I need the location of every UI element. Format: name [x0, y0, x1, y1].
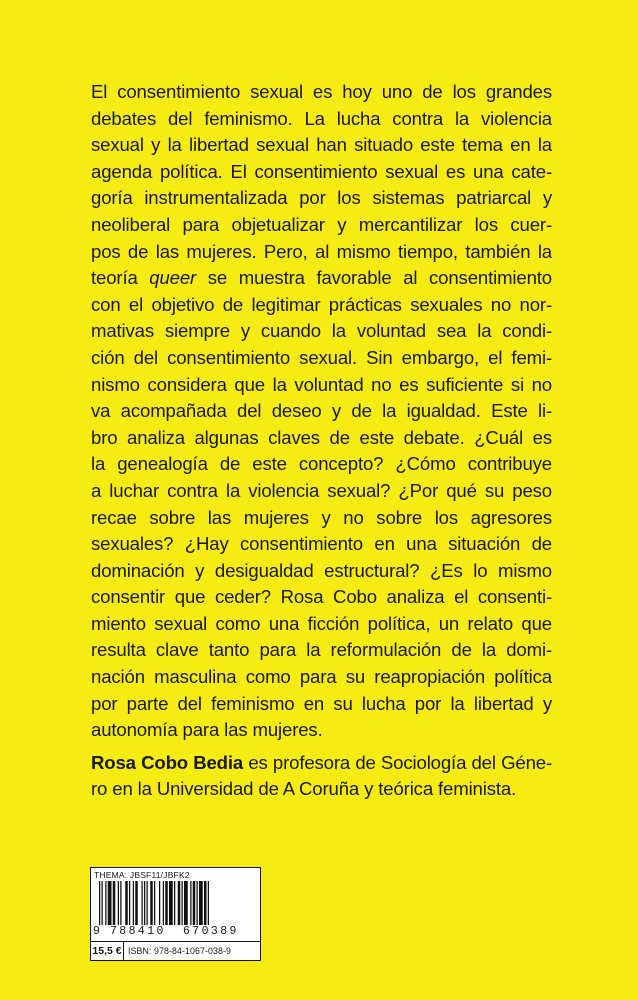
blurb-line: debates del feminismo. La lucha contra la violencia	[91, 107, 552, 129]
blurb-line: sexuales? ¿Hay consentimiento en una situación de	[91, 533, 552, 555]
blurb-line	[91, 265, 552, 292]
author-bio-line	[91, 750, 552, 777]
blurb-text	[91, 79, 552, 803]
ean-digits	[91, 925, 261, 938]
price-label: 15,5 €	[91, 942, 124, 960]
blurb-line: la genealogía de este concepto? ¿Cómo contribuye	[91, 453, 552, 475]
blurb-line: nación masculina como para su reapropiación política	[91, 666, 552, 688]
blurb-line: miento sexual como una ficción política, un relato que	[91, 612, 552, 634]
blurb-line: ción del consentimiento sexual. Sin embargo, el femi-	[91, 346, 552, 368]
blurb-line: va acompañada del deseo y de la igualdad. Este li-	[91, 400, 552, 422]
author-bio-text: es profesora de Sociología del Géne-	[248, 751, 553, 773]
blurb-line: con el objetivo de legitimar prácticas sexuales no nor-	[91, 293, 552, 315]
blurb-line: consentir que ceder? Rosa Cobo analiza el consenti-	[91, 586, 552, 608]
author-bio-line: ro en la Universidad de A Coruña y teórica feminista.	[91, 778, 517, 800]
blurb-line: agenda política. El consentimiento sexual es una cate-	[91, 160, 552, 182]
blurb-line: El consentimiento sexual es hoy uno de los grandes	[91, 81, 552, 102]
blurb-line: goría instrumentalizada por los sistemas patriarcal y	[91, 187, 552, 209]
barcode-label	[90, 867, 261, 961]
blurb-line: a luchar contra la violencia sexual? ¿Por qué su peso	[91, 479, 552, 501]
blurb-line: autonomía para las mujeres.	[91, 719, 323, 741]
blurb-line: pos de las mujeres. Pero, al mismo tiempo, también la	[91, 240, 552, 262]
ean-left-digits: 788410	[110, 925, 166, 938]
isbn-label: ISBN: 978-84-1067-038-9	[128, 946, 232, 956]
blurb-line: dominación y desigualdad estructural? ¿Es lo mismo	[91, 559, 552, 581]
blurb-italic-queer: queer	[149, 267, 197, 289]
ean-first-digit: 9	[93, 925, 100, 938]
author-name: Rosa Cobo Bedia	[91, 751, 244, 773]
barcode-icon	[99, 881, 255, 925]
blurb-line: recae sobre las mujeres y no sobre los agresores	[91, 506, 552, 528]
blurb-line: neoliberal para objetualizar y mercantilizar los cuer-	[91, 213, 552, 235]
blurb-word: teoría	[91, 267, 138, 289]
blurb-line: por parte del feminismo en su lucha por la libertad y	[91, 692, 552, 714]
blurb-line: nismo considera que la voluntad no es suficiente si no	[91, 373, 552, 395]
blurb-line: mativas siempre y cuando la voluntad sea la condi-	[91, 320, 552, 342]
blurb-word: se muestra favorable al consentimiento	[207, 267, 552, 289]
blurb-line: sexual y la libertad sexual han situado este tema en la	[91, 134, 552, 156]
blurb-line: bro analiza algunas claves de este debate. ¿Cuál es	[91, 426, 552, 448]
ean-right-digits: 670389	[183, 925, 239, 938]
thema-code: THEMA: JBSF11/JBFK2	[94, 870, 190, 880]
blurb-line: resulta clave tanto para la reformulación de la domi-	[91, 639, 552, 661]
price-isbn-row	[91, 941, 260, 960]
